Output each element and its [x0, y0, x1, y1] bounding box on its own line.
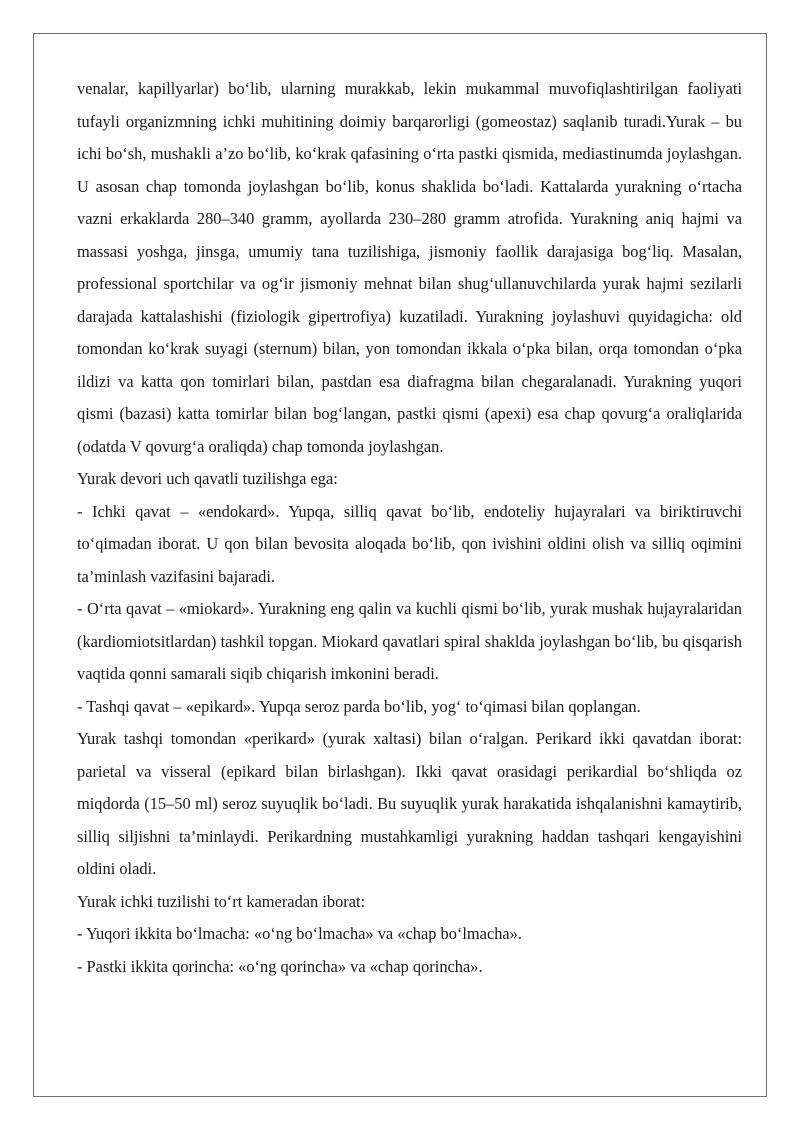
paragraph-wall-layers-intro: Yurak devori uch qavatli tuzilishga ega: — [77, 469, 338, 488]
paragraph-pericardium: Yurak tashqi tomondan «perikard» (yurak xaltasi) bilan o‘ralgan. Perikard ikki qavatdan iborat: parietal va visseral (epikard bilan birlashgan). Ikki qavat orasidagi perikardial bo‘shliqda oz miqdorda (15–50 ml) seroz suyuqlik bo‘ladi. Bu suyuqlik yurak harakatida ishqalanishni kamaytirib, silliq siljishni ta’minlaydi. Perikardning mustahkamligi yurakning haddan tashqari kengayishini oldini oladi. — [77, 729, 742, 878]
list-item-ventricles: - Pastki ikkita qorincha: «o‘ng qorincha» va «chap qorincha». — [77, 956, 483, 976]
list-item-endocardium: - Ichki qavat – «endokard». Yupqa, silliq qavat bo‘lib, endoteliy hujayralari va biriktiruvchi to‘qimadan iborat. U qon bilan bevosita aloqada bo‘lib, qon ivishini oldini olish va silliq oqimini ta’minlash vazifasini bajaradi. — [77, 501, 742, 586]
list-item-epicardium: - Tashqi qavat – «epikard». Yupqa seroz parda bo‘lib, yog‘ to‘qimasi bilan qoplangan. — [77, 696, 641, 716]
document-body — [77, 73, 742, 983]
paragraph-heart-anatomy: venalar, kapillyarlar) bo‘lib, ularning murakkab, lekin mukammal muvofiqlashtirilgan faoliyati tufayli organizmning ichki muhitining doimiy barqarorligi (gomeostaz) saqlanib turadi.Yurak – bu ichi bo‘sh, mushakli a’zo bo‘lib, ko‘krak qafasining o‘rta pastki qismida, mediastinumda joylashgan. U asosan chap tomonda joylashgan bo‘lib, konus shaklida bo‘ladi. Kattalarda yurakning o‘rtacha vazni erkaklarda 280–340 gramm, ayollarda 230–280 gramm atrofida. Yurakning aniq hajmi va massasi yoshga, jinsga, umumiy tana tuzilishiga, jismoniy faollik darajasiga bog‘liq. Masalan, professional sportchilar va og‘ir jismoniy mehnat bilan shug‘ullanuvchilarda yurak hajmi sezilarli darajada kattalashishi (fiziologik gipertrofiya) kuzatiladi. Yurakning joylashuvi quyidagicha: old tomondan ko‘krak suyagi (sternum) bilan, yon tomondan ikkala o‘pka bilan, orqa tomondan o‘pka ildizi va katta qon tomirlari bilan, pastdan esa diafragma bilan chegaralanadi. Yurakning yuqori qismi (bazasi) katta tomirlar bilan bog‘langan, pastki qismi (apexi) esa chap qovurg‘a oraliqlarida (odatda V qovurg‘a oraliqda) chap tomonda joylashgan. — [77, 79, 742, 456]
list-item-atria: - Yuqori ikkita bo‘lmacha: «o‘ng bo‘lmacha» va «chap bo‘lmacha». — [77, 924, 522, 943]
paragraph-chambers-intro: Yurak ichki tuzilishi to‘rt kameradan iborat: — [77, 891, 366, 911]
list-item-myocardium: - O‘rta qavat – «miokard». Yurakning eng qalin va kuchli qismi bo‘lib, yurak mushak hujayralaridan (kardiomiotsitlardan) tashkil topgan. Miokard qavatlari spiral shaklda joylashgan bo‘lib, bu qisqarish vaqtida qonni samarali siqib chiqarish imkonini beradi. — [77, 599, 742, 683]
